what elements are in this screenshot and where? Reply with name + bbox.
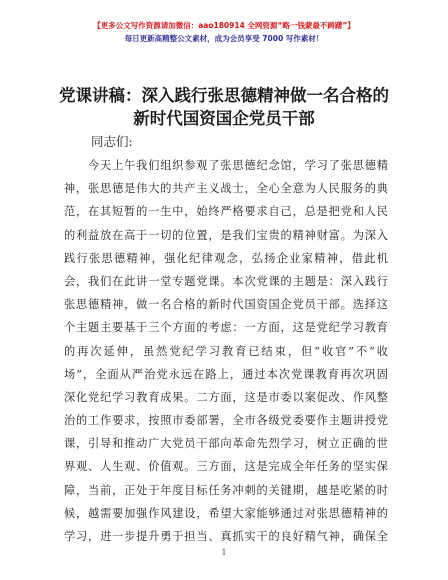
body-line: 课，引导和推动广大党员干部向革命先烈学习，树立正确的世 [64, 437, 388, 451]
body-line: 会，我们在此讲一堂专题党课。本次党课的主题是：深入践行 [64, 274, 388, 288]
promo-banner [0, 20, 448, 44]
document-title-line-1: 党课讲稿：深入践行张思德精神做一名合格的 [59, 86, 389, 105]
body-line: 候，越需要加强作风建设，希望大家能够通过对张思德精神的 [64, 506, 388, 520]
body-line: 场”，全面从严治党永远在路上，通过本次党课教育再次巩固 [64, 367, 388, 381]
body-line: 界观、人生观、价值观。三方面，这是完成全年任务的坚实保 [64, 460, 388, 474]
promo-banner-line-1: 【更多公文写作资源请加微信：aao180914 全网资源“略一钱蒙最不踌躇”】 [93, 21, 355, 30]
body-line: 张思德精神，做一名合格的新时代国资国企党员干部。选择这 [64, 298, 388, 312]
body-line: 深化党纪学习教育成果。二方面，这是市委以案促改、作风整 [64, 390, 388, 404]
body-line: 范，在其短暂的一生中，始终严格要求自己，总是把党和人民 [64, 205, 388, 219]
document-title-line-2: 新时代国资国企党员干部 [133, 109, 315, 128]
promo-banner-line-2: 每日更新高精整公文素材，成为会员享受 7000 写作素材！ [124, 34, 324, 43]
body-line: 治的工作要求，按照市委部署，全市各级党委要作主题讲授党 [64, 414, 388, 428]
body-line: 障，当前，正处于年度目标任务冲刺的关键期，越是吃紧的时 [64, 483, 388, 497]
body-line: 学习，进一步提升勇于担当、真抓实干的良好精气神，确保全 [64, 530, 388, 543]
page-number: 1 [221, 548, 227, 557]
body-line: 神，张思德是伟大的共产主义战士，全心全意为人民服务的典 [64, 182, 388, 196]
document-title [30, 84, 418, 130]
body-text [64, 154, 388, 548]
body-line: 践行张思德精神，强化纪律观念，弘扬企业家精神，借此机 [64, 251, 388, 265]
greeting: 同志们: [91, 134, 133, 149]
body-line: 的利益放在高于一切的位置，是我们宝贵的精神财富。为深入 [64, 228, 388, 242]
body-line: 今天上午我们组织参观了张思德纪念馆，学习了张思德精 [88, 159, 388, 172]
body-line: 个主题主要基于三个方面的考虑：一方面，这是党纪学习教育 [64, 321, 388, 335]
body-line: 的再次延伸，虽然党纪学习教育已结束，但“收官”不“收 [64, 344, 388, 358]
